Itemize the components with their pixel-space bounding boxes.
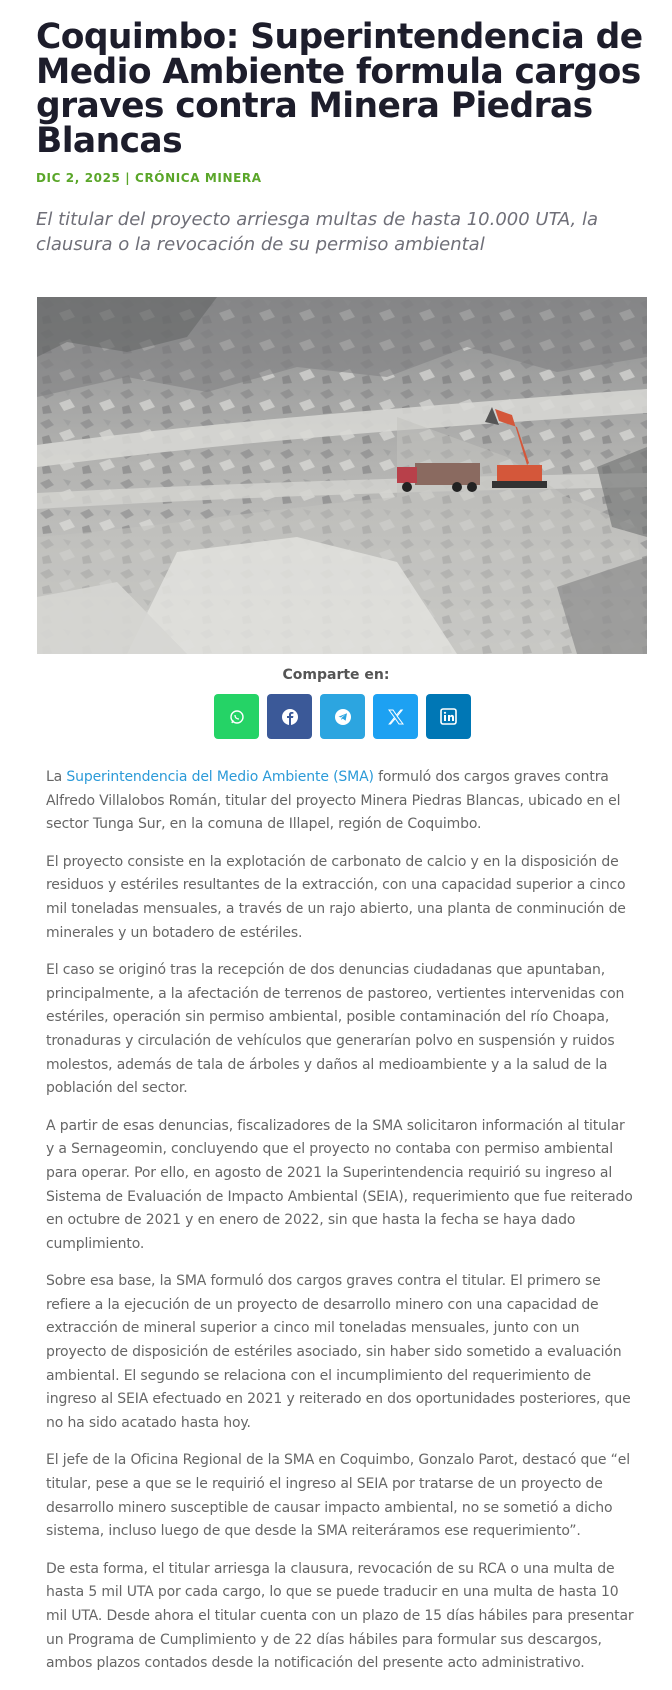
whatsapp-icon: [229, 709, 245, 725]
quarry-photo: [37, 297, 647, 654]
meta-separator: |: [120, 171, 136, 185]
share-whatsapp-button[interactable]: [214, 694, 259, 739]
article-meta: [36, 171, 646, 185]
article-category-link[interactable]: CRÓNICA MINERA: [135, 171, 262, 185]
facebook-icon: [281, 708, 299, 726]
share-buttons: [214, 694, 471, 739]
article-subtitle: El titular del proyecto arriesga multas de hasta 10.000 UTA, la clausura o la revocación de su permiso ambiental: [36, 209, 599, 255]
telegram-icon: [334, 708, 352, 726]
sma-link[interactable]: Superintendencia del Medio Ambiente (SMA): [66, 769, 374, 785]
x-twitter-icon: [387, 708, 405, 726]
article-body: [46, 766, 636, 1690]
share-facebook-button[interactable]: [267, 694, 312, 739]
share-x-button[interactable]: [373, 694, 418, 739]
paragraph-4: A partir de esas denuncias, fiscalizadores de la SMA solicitaron información al titular y a Sernageomin, concluyendo que el proyecto no contaba con permiso ambiental para operar. Por ello, en agosto de 2021 la Superintendencia requirió su ingreso al Sistema de Evaluación de Impacto Ambiental (SEIA), requerimiento que fue reiterado en octubre de 2021 y en enero de 2022, sin que hasta la fecha se haya dado cumplimiento.: [46, 1117, 633, 1252]
paragraph-6: El jefe de la Oficina Regional de la SMA en Coquimbo, Gonzalo Parot, destacó que “el titular, pese a que se le requirió el ingreso al SEIA por tratarse de un proyecto de desarrollo minero susceptible de causar impacto ambiental, no se sometió a dicho sistema, incluso luego de que desde la SMA reiteráramos ese requerimiento”.: [46, 1452, 630, 1540]
article-hero-image: [37, 297, 647, 654]
share-telegram-button[interactable]: [320, 694, 365, 739]
paragraph-5: Sobre esa base, la SMA formuló dos cargos graves contra el titular. El primero se refiere a la ejecución de un proyecto de desarrollo minero con una capacidad de extracción de mineral superior a cinco mil toneladas mensuales, junto con un proyecto de disposición de estériles asociado, sin haber sido sometido a evaluación ambiental. El segundo se relaciona con el incumplimiento del requerimiento de ingreso al SEIA efectuado en 2021 y reiterado en dos oportunidades posteriores, que no ha sido acatado hasta hoy.: [46, 1273, 631, 1431]
share-linkedin-button[interactable]: [426, 694, 471, 739]
paragraph-1: La Superintendencia del Medio Ambiente (SMA) formuló dos cargos graves contra Alfredo Villalobos Román, titular del proyecto Minera Piedras Blancas, ubicado en el sector Tunga Sur, en la comuna de Illapel, región de Coquimbo.: [46, 769, 621, 833]
paragraph-2: El proyecto consiste en la explotación de carbonato de calcio y en la disposición de residuos y estériles resultantes de la extracción, con una capacidad superior a cinco mil toneladas mensuales, a través de un rajo abierto, una planta de conminución de minerales y un botadero de estériles.: [46, 853, 626, 941]
linkedin-icon: [440, 708, 457, 725]
article-title: Coquimbo: Superintendencia de Medio Ambiente formula cargos graves contra Minera Piedras Blancas: [36, 17, 643, 161]
article-date: DIC 2, 2025: [36, 171, 121, 185]
share-label: Comparte en:: [282, 667, 390, 683]
paragraph-3: El caso se originó tras la recepción de dos denuncias ciudadanas que apuntaban, principalmente, a la afectación de terrenos de pastoreo, vertientes intervenidas con estériles, operación sin permiso ambiental, posible contaminación del río Choapa, tronaduras y circulación de vehículos que generarían polvo en suspensión y ruidos molestos, además de tala de árboles y daños al medioambiente y a la salud de la población del sector.: [46, 962, 625, 1097]
article-header: [36, 17, 646, 257]
paragraph-7: De esta forma, el titular arriesga la clausura, revocación de su RCA o una multa de hasta 5 mil UTA por cada cargo, lo que se puede traducir en una multa de hasta 10 mil UTA. Desde ahora el titular cuenta con un plazo de 15 días hábiles para presentar un Programa de Cumplimiento y de 22 días hábiles para formular sus descargos, ambos plazos contados desde la notificación del presente acto administrativo.: [46, 1560, 634, 1672]
